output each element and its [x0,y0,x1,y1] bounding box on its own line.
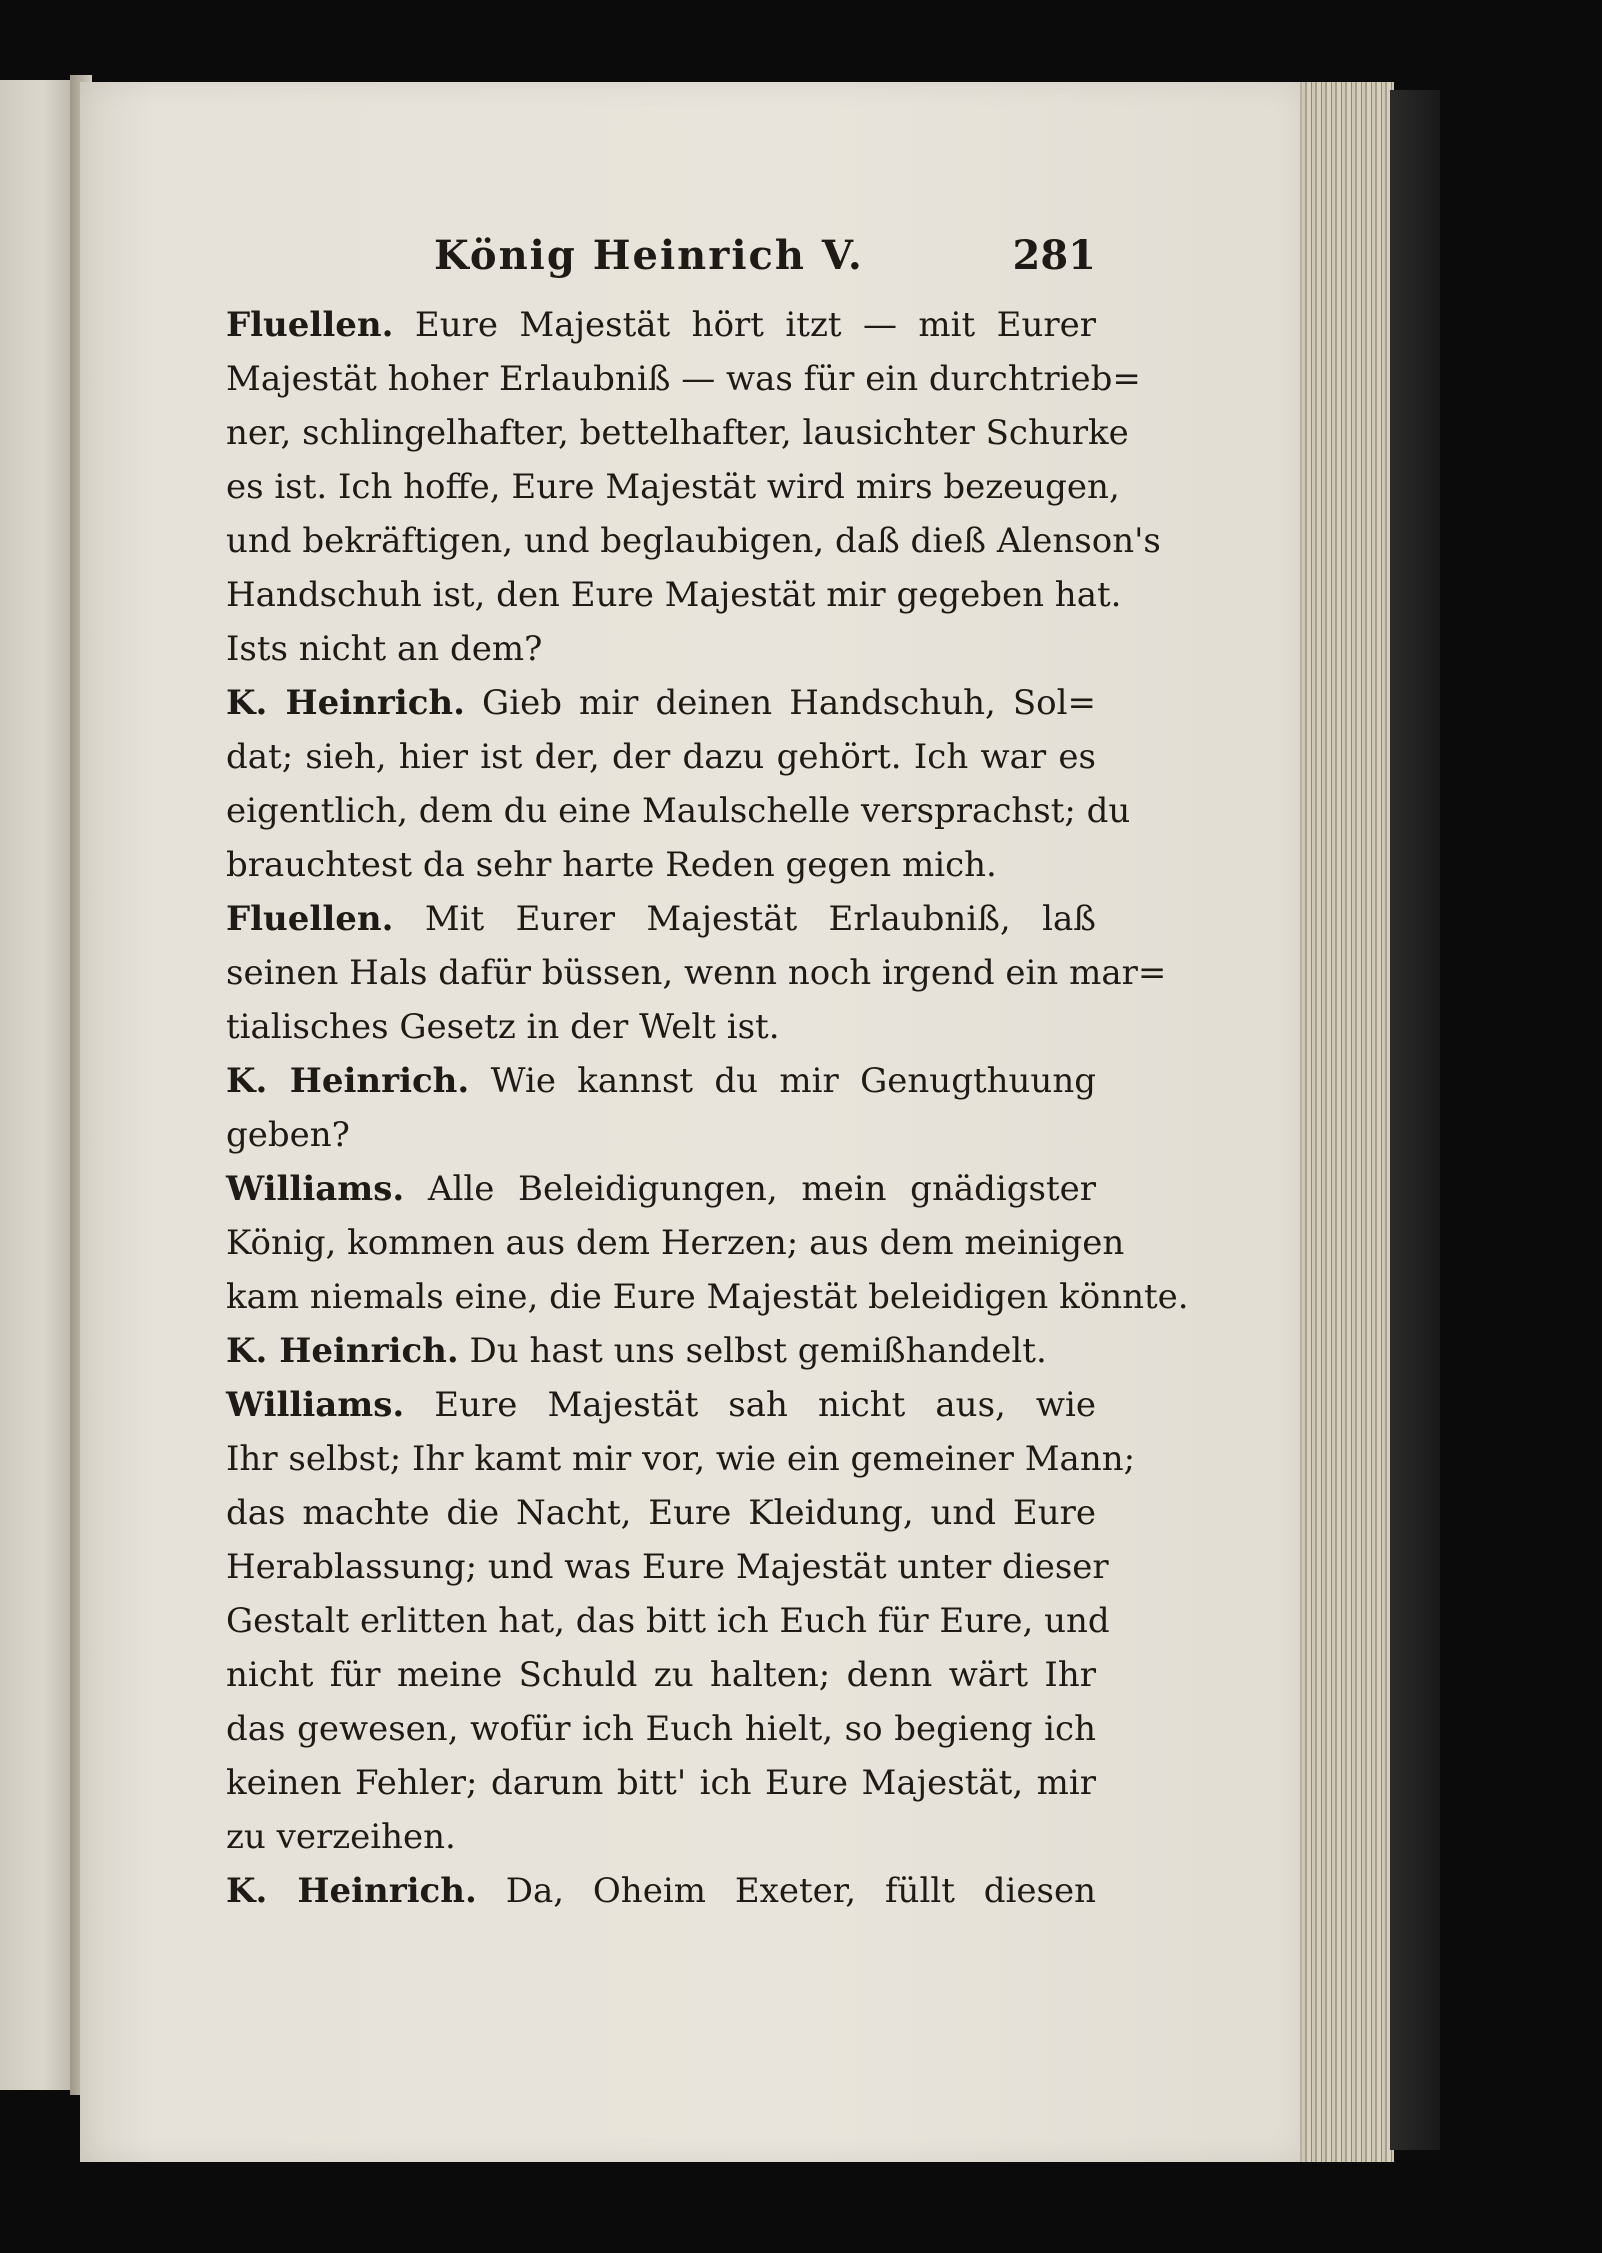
speaker-name: K. Heinrich. [226,1871,477,1911]
line-text: das machte die Nacht, Eure Kleidung, und Eure [226,1493,1096,1533]
text-line [226,892,1096,946]
text-line [226,1648,1096,1702]
text-line [226,1000,1096,1054]
speaker-name: K. Heinrich. [226,1061,470,1101]
text-line [226,1810,1096,1864]
text-line [226,1702,1096,1756]
text-line [226,784,1131,838]
text-line [226,514,1161,568]
line-text: Gieb mir deinen Handschuh, Sol= [464,683,1096,723]
text-line [226,352,1141,406]
text-line [226,1324,1096,1378]
text-line [226,676,1096,730]
line-text: und bekräftigen, und beglaubigen, daß dieß Alenson's [226,521,1161,561]
text-line [226,1054,1096,1108]
text-line [226,406,1129,460]
line-text: Du hast uns selbst gemißhandelt. [458,1331,1047,1371]
book-cover-edge [1390,90,1440,2150]
text-line [226,568,1122,622]
line-text: König, kommen aus dem Herzen; aus dem meinigen [226,1223,1125,1263]
body-text [226,298,1189,1918]
line-text: kam niemals eine, die Eure Majestät beleidigen könnte. [226,1277,1189,1317]
page-number: 281 [1012,232,1096,279]
speaker-name: K. Heinrich. [226,1331,459,1371]
line-text: Eure Majestät hört itzt — mit Eurer [393,305,1096,345]
text-line [226,1594,1110,1648]
line-text: Ihr selbst; Ihr kamt mir vor, wie ein gemeiner Mann; [226,1439,1136,1479]
text-line [226,946,1167,1000]
line-text: Eure Majestät sah nicht aus, wie [404,1385,1096,1425]
text-line [226,1162,1096,1216]
text-line [226,1216,1125,1270]
text-line [226,1378,1096,1432]
line-text: Mit Eurer Majestät Erlaubniß, laß [393,899,1096,939]
text-line [226,838,1096,892]
line-text: Ists nicht an dem? [226,629,543,669]
page-text-block [226,218,1189,1918]
text-line [226,1270,1189,1324]
line-text: das gewesen, wofür ich Euch hielt, so begieng ich [226,1709,1096,1749]
line-text: tialisches Gesetz in der Welt ist. [226,1007,780,1047]
speaker-name: Fluellen. [226,899,394,939]
text-line [226,1864,1096,1918]
text-line [226,1486,1096,1540]
line-text: Handschuh ist, den Eure Majestät mir gegeben hat. [226,575,1122,615]
line-text: nicht für meine Schuld zu halten; denn wärt Ihr [226,1655,1096,1695]
line-text: Wie kannst du mir Genugthuung [469,1061,1096,1101]
text-line [226,298,1096,352]
left-page-edge [0,80,78,2090]
speaker-name: Williams. [226,1169,405,1209]
running-title: König Heinrich V. [434,232,864,279]
line-text: brauchtest da sehr harte Reden gegen mich. [226,845,997,885]
text-line [226,1432,1136,1486]
line-text: seinen Hals dafür büssen, wenn noch irgend ein mar= [226,953,1167,993]
text-line [226,1756,1096,1810]
line-text: Herablassung; und was Eure Majestät unter dieser [226,1547,1109,1587]
speaker-name: Fluellen. [226,305,394,345]
line-text: Gestalt erlitten hat, das bitt ich Euch für Eure, und [226,1601,1110,1641]
line-text: Da, Oheim Exeter, füllt diesen [476,1871,1096,1911]
text-line [226,1540,1109,1594]
running-header [226,218,1096,298]
text-line [226,1108,1096,1162]
text-line [226,730,1096,784]
line-text: keinen Fehler; darum bitt' ich Eure Majestät, mir [226,1763,1096,1803]
line-text: Alle Beleidigungen, mein gnädigster [404,1169,1096,1209]
line-text: geben? [226,1115,350,1155]
page-edges [1300,82,1394,2162]
line-text: es ist. Ich hoffe, Eure Majestät wird mirs bezeugen, [226,467,1120,507]
line-text: zu verzeihen. [226,1817,456,1857]
line-text: ner, schlingelhafter, bettelhafter, lausichter Schurke [226,413,1129,453]
text-line [226,460,1120,514]
speaker-name: K. Heinrich. [226,683,465,723]
line-text: dat; sieh, hier ist der, der dazu gehört. Ich war es [226,737,1096,777]
line-text: eigentlich, dem du eine Maulschelle versprachst; du [226,791,1131,831]
line-text: Majestät hoher Erlaubniß — was für ein durchtrieb= [226,359,1141,399]
text-line [226,622,1096,676]
speaker-name: Williams. [226,1385,405,1425]
